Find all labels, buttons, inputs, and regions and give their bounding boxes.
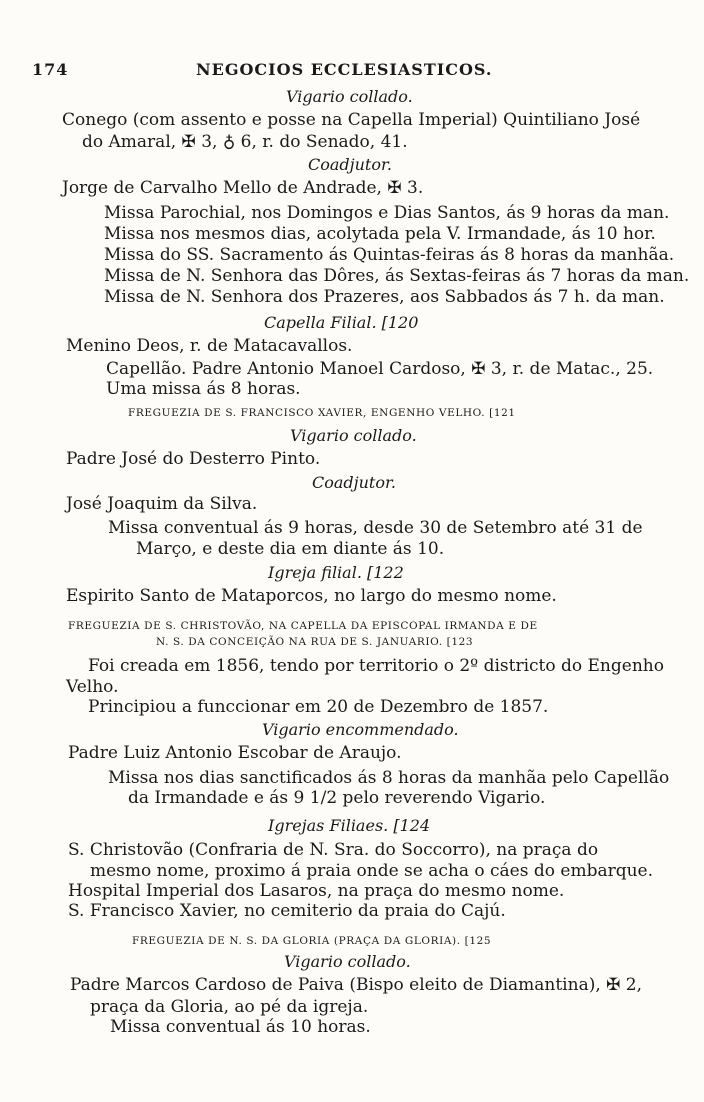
section-heading: Vigario collado. [290,426,417,445]
parish-heading: FREGUEZIA DE S. FRANCISCO XAVIER, ENGENHO VELHO. [121 [128,407,516,419]
text-line: Capellão. Padre Antonio Manoel Cardoso, ✠ 3, r. de Matac., 25. [106,359,654,379]
text-line: da Irmandade e ás 9 1/2 pelo reverendo Vigario. [128,788,546,808]
text-line: Foi creada em 1856, tendo por territorio o 2º districto do Engenho [88,656,664,676]
parish-heading: N. S. DA CONCEIÇÃO NA RUA DE S. JANUARIO. [123 [156,636,474,648]
section-heading: Igrejas Filiaes. [124 [268,816,431,835]
text-line: Menino Deos, r. de Matacavallos. [66,336,353,356]
text-line: Padre José do Desterro Pinto. [66,449,321,469]
section-heading: Vigario collado. [286,87,413,106]
text-line: S. Christovão (Confraria de N. Sra. do Soccorro), na praça do [68,840,599,860]
page-number: 174 [32,60,69,79]
running-title: NEGOCIOS ECCLESIASTICOS. [196,60,493,79]
text-line: Padre Luiz Antonio Escobar de Araujo. [68,743,402,763]
text-line: Missa nos mesmos dias, acolytada pela V. Irmandade, ás 10 hor. [104,224,656,244]
text-line: Padre Marcos Cardoso de Paiva (Bispo eleito de Diamantina), ✠ 2, [70,975,643,995]
text-line: Conego (com assento e posse na Capella Imperial) Quintiliano José [62,110,641,130]
section-heading: Vigario collado. [284,952,411,971]
text-line: Jorge de Carvalho Mello de Andrade, ✠ 3. [62,178,424,198]
text-line: Missa conventual ás 10 horas. [110,1017,371,1037]
text-line: Hospital Imperial dos Lasaros, na praça do mesmo nome. [68,881,565,901]
section-heading: Coadjutor. [312,473,396,492]
text-line: Missa nos dias sanctificados ás 8 horas da manhãa pelo Capellão [108,768,670,788]
text-line: Missa Parochial, nos Domingos e Dias Santos, ás 9 horas da man. [104,203,670,223]
text-line: Março, e deste dia em diante ás 10. [136,539,445,559]
text-line: Missa do SS. Sacramento ás Quintas-feiras ás 8 horas da manhãa. [104,245,675,265]
section-heading: Vigario encommendado. [262,720,459,739]
parish-heading: FREGUEZIA DE S. CHRISTOVÃO, NA CAPELLA DA EPISCOPAL IRMANDA E DE [68,620,538,632]
text-line: Uma missa ás 8 horas. [106,379,301,399]
parish-heading: FREGUEZIA DE N. S. DA GLORIA (PRAÇA DA GLORIA). [125 [132,935,492,947]
section-heading: Coadjutor. [308,155,392,174]
text-line: Principiou a funccionar em 20 de Dezembro de 1857. [88,697,549,717]
text-line: S. Francisco Xavier, no cemiterio da praia do Cajú. [68,901,506,921]
text-line: praça da Gloria, ao pé da igreja. [90,997,369,1017]
text-line: mesmo nome, proximo á praia onde se acha o cáes do embarque. [90,861,654,881]
text-line: Velho. [66,677,119,697]
text-line: Missa de N. Senhora dos Prazeres, aos Sabbados ás 7 h. da man. [104,287,665,307]
text-line: Missa conventual ás 9 horas, desde 30 de Setembro até 31 de [108,518,643,538]
text-line: do Amaral, ✠ 3, ♁ 6, r. do Senado, 41. [82,132,408,152]
text-line: José Joaquim da Silva. [66,494,258,514]
text-line: Missa de N. Senhora das Dôres, ás Sextas-feiras ás 7 horas da man. [104,266,690,286]
section-heading: Capella Filial. [120 [264,313,419,332]
text-line: Espirito Santo de Mataporcos, no largo do mesmo nome. [66,586,557,606]
section-heading: Igreja filial. [122 [268,563,404,582]
